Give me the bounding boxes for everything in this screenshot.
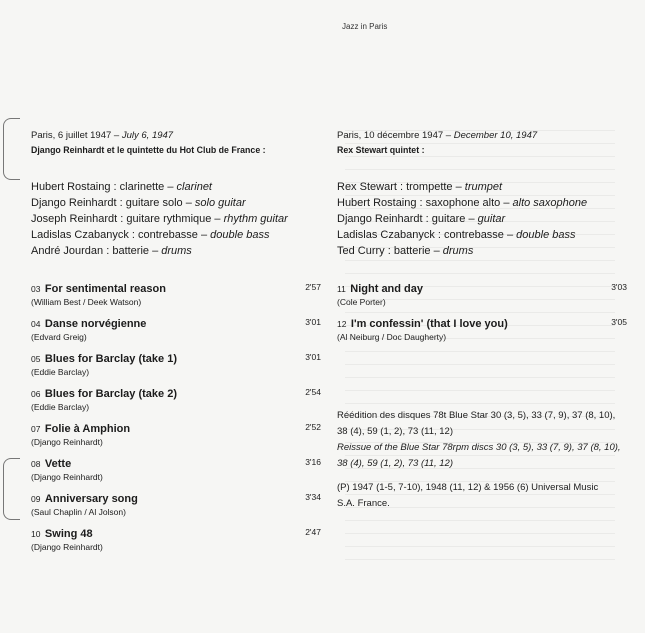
session-date bbox=[337, 130, 627, 142]
track-number: 04 bbox=[31, 319, 41, 329]
track-composer: (Django Reinhardt) bbox=[31, 437, 103, 447]
binder-clip-bottom bbox=[3, 458, 20, 520]
track-duration: 3'01 bbox=[305, 352, 321, 362]
personnel-list bbox=[31, 179, 321, 259]
track-composer: (Eddie Barclay) bbox=[31, 367, 90, 377]
track-duration: 2'57 bbox=[305, 282, 321, 292]
track-title: Night and day bbox=[350, 283, 424, 295]
track-title: Folie à Amphion bbox=[44, 423, 131, 435]
personnel-item: Django Reinhardt : guitare solo – solo guitar bbox=[31, 197, 246, 209]
track-composer: (Saul Chaplin / Al Jolson) bbox=[31, 507, 126, 517]
session-date-en: December 10, 1947 bbox=[453, 130, 538, 141]
track-item bbox=[337, 279, 627, 314]
track-item bbox=[31, 489, 321, 524]
track-number: 12 bbox=[337, 319, 347, 329]
personnel-item: Joseph Reinhardt : guitare rythmique – rhythm guitar bbox=[31, 213, 288, 225]
personnel-item: Rex Stewart : trompette – trumpet bbox=[337, 181, 503, 193]
track-item bbox=[31, 279, 321, 314]
personnel-list bbox=[337, 179, 627, 259]
track-title: Vette bbox=[44, 458, 72, 470]
track-item bbox=[31, 314, 321, 349]
track-composer: (Django Reinhardt) bbox=[31, 472, 103, 482]
reissue-fr: Réédition des disques 78t Blue Star 30 (3, 5), 33 (7, 9), 37 (8, 10), 38 (4), 59 (1, 2), 73 (11, 12) bbox=[337, 410, 616, 437]
session-left bbox=[31, 130, 321, 559]
track-composer: (Eddie Barclay) bbox=[31, 402, 90, 412]
group-title: Django Reinhardt et le quintette du Hot Club de France : bbox=[31, 145, 266, 155]
track-duration: 2'54 bbox=[305, 387, 321, 397]
track-number: 07 bbox=[31, 424, 41, 434]
track-item bbox=[337, 314, 627, 349]
track-title: I'm confessin' (that I love you) bbox=[350, 318, 508, 330]
group-title: Rex Stewart quintet : bbox=[337, 145, 425, 155]
session-date bbox=[31, 130, 321, 142]
track-duration: 3'16 bbox=[305, 457, 321, 467]
session-date-fr: Paris, 6 juillet 1947 – bbox=[31, 130, 122, 141]
reissue-en: Reissue of the Blue Star 78rpm discs 30 (3, 5), 33 (7, 9), 37 (8, 10), 38 (4), 59 (1, 2), 73 (11, 12) bbox=[337, 442, 621, 469]
binder-clip-top bbox=[3, 118, 20, 180]
personnel-item: Ladislas Czabanyck : contrebasse – double bass bbox=[337, 229, 576, 241]
track-number: 03 bbox=[31, 284, 41, 294]
track-item bbox=[31, 384, 321, 419]
track-duration: 3'03 bbox=[611, 282, 627, 292]
session-right bbox=[337, 130, 627, 349]
track-list bbox=[31, 279, 321, 559]
track-composer: (Al Neiburg / Doc Daugherty) bbox=[337, 332, 447, 342]
copyright-text: (P) 1947 (1-5, 7-10), 1948 (11, 12) & 1956 (6) Universal Music S.A. France. bbox=[337, 482, 599, 509]
track-title: Anniversary song bbox=[44, 493, 138, 505]
copyright-note bbox=[337, 480, 612, 512]
personnel-item: Ladislas Czabanyck : contrebasse – double bass bbox=[31, 229, 270, 241]
track-composer: (Django Reinhardt) bbox=[31, 542, 103, 552]
track-title: For sentimental reason bbox=[44, 283, 166, 295]
track-item bbox=[31, 349, 321, 384]
session-date-en: July 6, 1947 bbox=[121, 130, 174, 141]
track-duration: 2'52 bbox=[305, 422, 321, 432]
track-number: 11 bbox=[337, 284, 346, 294]
track-number: 08 bbox=[31, 459, 41, 469]
header-title: Jazz in Paris bbox=[342, 22, 388, 31]
track-title: Danse norvégienne bbox=[44, 318, 147, 330]
track-duration: 3'34 bbox=[305, 492, 321, 502]
personnel-item: Hubert Rostaing : clarinette – clarinet bbox=[31, 181, 212, 193]
track-number: 06 bbox=[31, 389, 41, 399]
track-item bbox=[31, 419, 321, 454]
track-duration: 3'05 bbox=[611, 317, 627, 327]
track-number: 10 bbox=[31, 529, 41, 539]
personnel-item: Hubert Rostaing : saxophone alto – alto saxophone bbox=[337, 197, 588, 209]
reissue-note bbox=[337, 408, 627, 472]
track-title: Blues for Barclay (take 2) bbox=[44, 388, 177, 400]
track-number: 09 bbox=[31, 494, 41, 504]
session-date-fr: Paris, 10 décembre 1947 – bbox=[337, 130, 454, 141]
track-composer: (William Best / Deek Watson) bbox=[31, 297, 142, 307]
track-item bbox=[31, 454, 321, 489]
track-composer: (Edvard Greig) bbox=[31, 332, 87, 342]
track-duration: 3'01 bbox=[305, 317, 321, 327]
track-duration: 2'47 bbox=[305, 527, 321, 537]
personnel-item: Ted Curry : batterie – drums bbox=[337, 245, 474, 257]
track-item bbox=[31, 524, 321, 559]
track-title: Swing 48 bbox=[44, 528, 93, 540]
track-composer: (Cole Porter) bbox=[337, 297, 386, 307]
personnel-item: André Jourdan : batterie – drums bbox=[31, 245, 192, 257]
personnel-item: Django Reinhardt : guitare – guitar bbox=[337, 213, 506, 225]
track-number: 05 bbox=[31, 354, 41, 364]
track-list bbox=[337, 279, 627, 349]
track-title: Blues for Barclay (take 1) bbox=[44, 353, 177, 365]
